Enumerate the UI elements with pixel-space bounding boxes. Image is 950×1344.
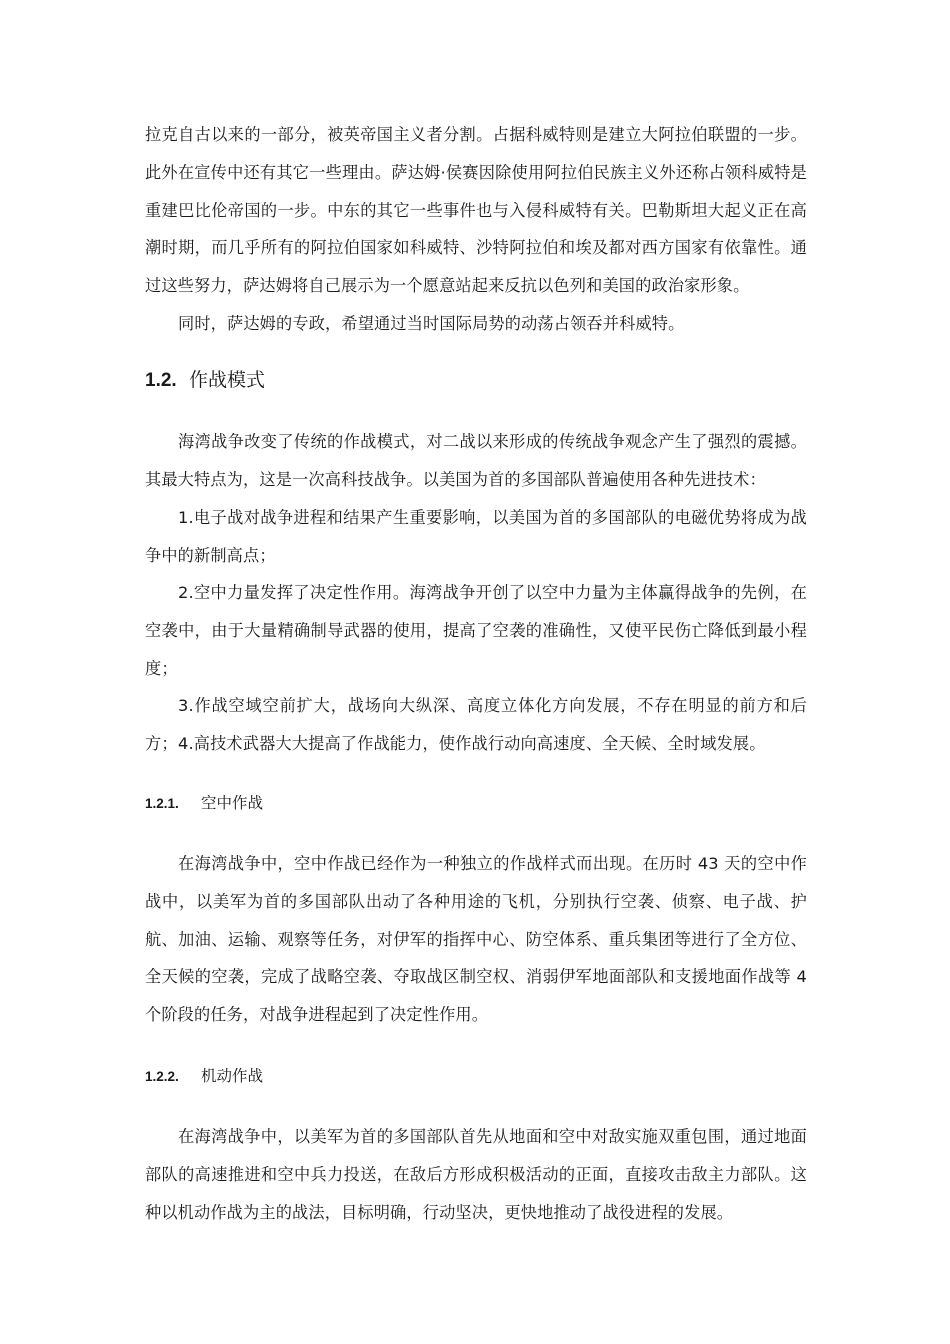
section-title: 空中作战 (201, 794, 264, 812)
paragraph-air-operations: 在海湾战争中，空中作战已经作为一种独立的作战样式而出现。在历时 43 天的空中作战中，以美军为首的多国部队出动了各种用途的飞机，分别执行空袭、侦察、电子战、护航、加油、运输、观察等任务，对伊军的指挥中心、防空体系、重兵集团等进行了全方位、全天候的空袭，完成了战略空袭、夺取战区制空权、消弱伊军地面部队和支援地面作战等 4 个阶段的任务，对战争进程起到了决定性作用。 (145, 854, 807, 1025)
list-item-battlespace: 3.作战空域空前扩大，战场向大纵深、高度立体化方向发展，不存在明显的前方和后方； (145, 696, 807, 753)
list-item-high-tech-weapons: 4.高技术武器大大提高了作战能力，使作战行动向高速度、全天候、全时域发展。 (178, 734, 766, 753)
section-heading-1-2 (145, 364, 265, 396)
paragraph-dictatorship: 同时，萨达姆的专政，希望通过当时国际局势的动荡占领吞并科威特。 (178, 314, 685, 333)
section-heading-1-2-2 (145, 1063, 263, 1089)
list-item-air-power: 2.空中力量发挥了决定性作用。海湾战争开创了以空中力量为主体赢得战争的先例，在空袭中，由于大量精确制导武器的使用，提高了空袭的准确性，又使平民伤亡降低到最小程度； (145, 583, 807, 678)
list-item-electronic-warfare: 1.电子战对战争进程和结果产生重要影响，以美国为首的多国部队的电磁优势将成为战争中的新制高点； (145, 508, 807, 565)
paragraph-background-claims: 拉克自古以来的一部分，被英帝国主义者分割。占据科威特则是建立大阿拉伯联盟的一步。此外在宣传中还有其它一些理由。萨达姆·侯赛因除使用阿拉伯民族主义外还称占领科威特是重建巴比伦帝国的一步。中东的其它一些事件也与入侵科威特有关。巴勒斯坦大起义正在高潮时期，而几乎所有的阿拉伯国家如科威特、沙特阿拉伯和埃及都对西方国家有依靠性。通过这些努力，萨达姆将自己展示为一个愿意站起来反抗以色列和美国的政治家形象。 (145, 125, 807, 296)
section-number: 1.2.1. (145, 796, 179, 811)
section-number: 1.2. (145, 370, 177, 391)
paragraph-mobile-operations: 在海湾战争中，以美军为首的多国部队首先从地面和空中对敌实施双重包围，通过地面部队的高速推进和空中兵力投送，在敌后方形成积极活动的正面，直接攻击敌主力部队。这种以机动作战为主的战法，目标明确，行动坚决，更快地推动了战役进程的发展。 (145, 1127, 807, 1222)
section-title: 机动作战 (201, 1067, 264, 1085)
section-title: 作战模式 (189, 369, 266, 391)
section-number: 1.2.2. (145, 1069, 179, 1084)
section-heading-1-2-1 (145, 790, 263, 816)
paragraph-warfare-intro: 海湾战争改变了传统的作战模式，对二战以来形成的传统战争观念产生了强烈的震撼。其最大特点为，这是一次高科技战争。以美国为首的多国部队普遍使用各种先进技术： (145, 432, 807, 489)
